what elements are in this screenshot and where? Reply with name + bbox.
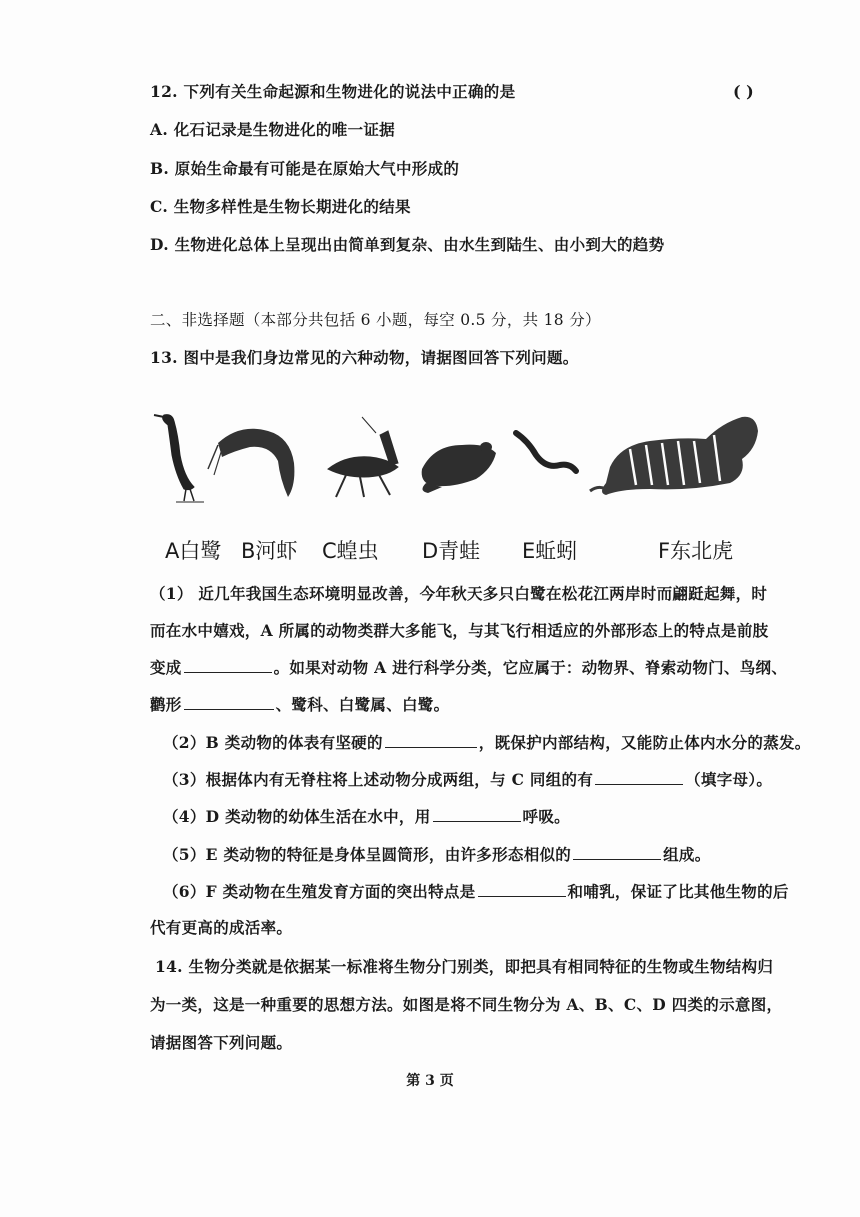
answer-blank-segments[interactable] [573, 845, 661, 860]
answer-blank-respiration[interactable] [433, 807, 521, 822]
q12-option-c: C. 生物多样性是生物长期进化的结果 [150, 197, 411, 216]
q13-part5 [163, 843, 711, 865]
q13-part2 [163, 731, 811, 753]
q13-part3-text: （3）根据体内有无脊柱将上述动物分成两组，与 C 同组的有 [163, 770, 594, 789]
q13-part5-text: （5）E 类动物的特征是身体呈圆筒形，由许多形态相似的 [163, 845, 572, 864]
q13-part3 [163, 768, 772, 790]
label-e-earthworm: E蚯蚓 [522, 539, 578, 563]
q13-part6 [163, 880, 789, 902]
page-number: 第 3 页 [406, 1073, 454, 1089]
q13-part2-text: ，既保护内部结构，又能防止体内水分的蒸发。 [478, 733, 811, 752]
q13-part4-text: （4）D 类动物的幼体生活在水中，用 [163, 807, 431, 826]
q13-part1-text: 变成 [150, 658, 182, 677]
q13-part1-text: 。如果对动物 A 进行科学分类，它应属于：动物界、脊索动物门、鸟纲、 [273, 658, 788, 677]
q13-part1-text: 鹳形 [150, 695, 182, 714]
q12-option-d: D. 生物进化总体上呈现出由简单到复杂、由水生到陆生、由小到大的趋势 [150, 235, 665, 254]
frog-icon [422, 442, 496, 493]
animal-figure [150, 405, 770, 515]
q13-part2-text: （2）B 类动物的体表有坚硬的 [163, 733, 383, 752]
q13-part5-text: 组成。 [663, 845, 711, 864]
q13-part6-text: （6）F 类动物在生殖发育方面的突出特点是 [163, 882, 476, 901]
q14-line1: 14. 生物分类就是依据某一标准将生物分门别类，即把具有相同特征的生物或生物结构归 [155, 957, 774, 976]
label-b-shrimp: B河虾 [241, 539, 298, 563]
q13-part1-text: 、鹭科、白鹭属、白鹭。 [275, 695, 450, 714]
label-f-tiger: F东北虎 [658, 539, 734, 563]
answer-blank-order[interactable] [184, 695, 274, 710]
earthworm-icon [516, 433, 576, 471]
label-c-grasshopper: C蝗虫 [322, 539, 379, 563]
q13-stem: 13. 图中是我们身边常见的六种动物，请据图回答下列问题。 [150, 348, 579, 367]
q12-answer-paren: ( ) [733, 82, 754, 101]
answer-blank-exoskeleton[interactable] [385, 733, 477, 748]
egret-icon [154, 415, 204, 502]
grasshopper-icon [328, 417, 398, 497]
answer-blank-forelimb[interactable] [184, 658, 272, 673]
q14-line2: 为一类，这是一种重要的思想方法。如图是将不同生物分为 A、B、C、D 四类的示意图， [150, 995, 783, 1014]
q12-option-b: B. 原始生命最有可能是在原始大气中形成的 [150, 159, 460, 178]
q13-part1-line1: （1） 近几年我国生态环境明显改善，今年秋天多只白鹭在松花江两岸时而翩跹起舞，时 [150, 584, 768, 603]
q13-part1-line4 [150, 693, 449, 715]
q13-part4 [163, 805, 570, 827]
answer-blank-viviparous[interactable] [478, 882, 566, 897]
q13-part6-text: 和哺乳，保证了比其他生物的后 [567, 882, 789, 901]
q14-line3: 请据图答下列问题。 [150, 1033, 293, 1052]
tiger-icon [590, 417, 758, 495]
q13-part4-text: 呼吸。 [522, 807, 570, 826]
shrimp-icon [208, 429, 294, 497]
answer-blank-group[interactable] [595, 770, 683, 785]
label-a-egret: A白鹭 [165, 539, 222, 563]
q13-part6-line2: 代有更高的成活率。 [150, 918, 293, 937]
label-d-frog: D青蛙 [422, 539, 481, 563]
section-2-header: 二、非选择题（本部分共包括 6 小题，每空 0.5 分，共 18 分） [150, 311, 601, 329]
q13-part1-line2: 而在水中嬉戏，A 所属的动物类群大多能飞，与其飞行相适应的外部形态上的特点是前肢 [150, 621, 769, 640]
q13-part1-line3 [150, 656, 787, 678]
q12-stem: 12. 下列有关生命起源和生物进化的说法中正确的是 [150, 82, 516, 101]
q13-part3-text: （填字母）。 [685, 770, 773, 789]
q12-option-a: A. 化石记录是生物进化的唯一证据 [150, 120, 395, 139]
